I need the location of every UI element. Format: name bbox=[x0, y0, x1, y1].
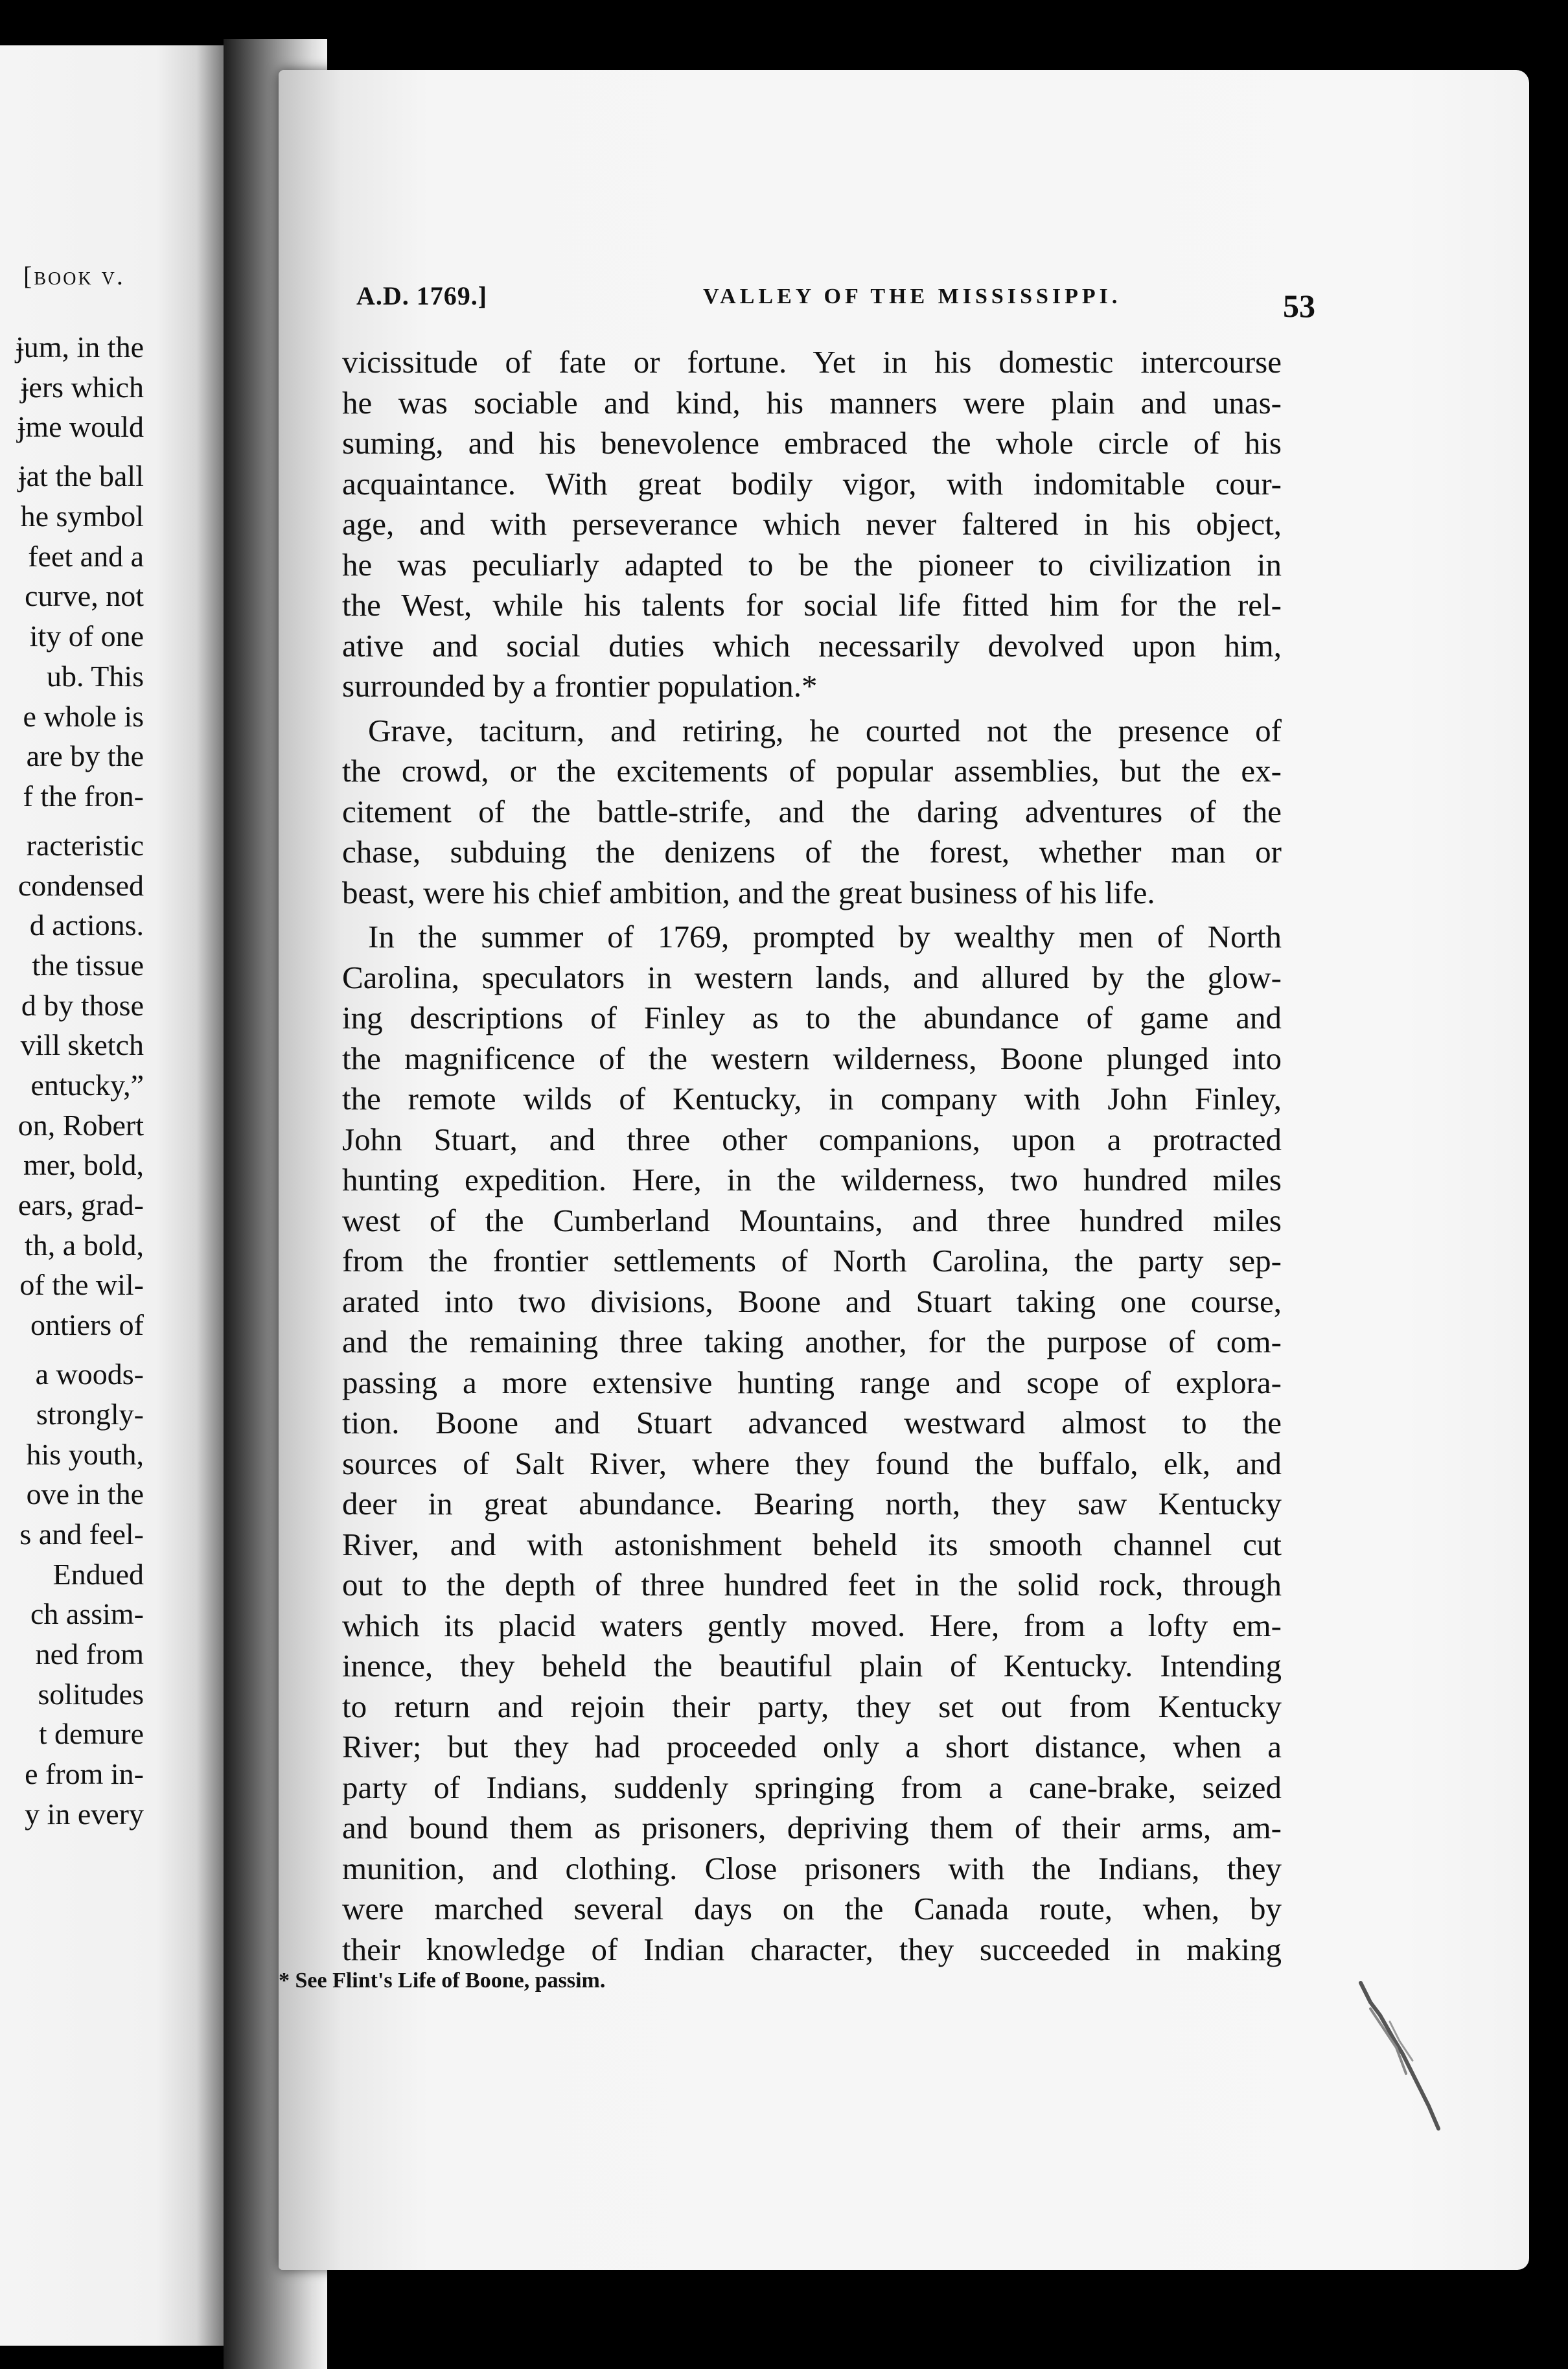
text-line: their knowledge of Indian character, they succeeded in making bbox=[342, 1931, 1282, 1967]
text-line: chase, subduing the denizens of the forest, whether man or bbox=[342, 834, 1282, 870]
text-line: River, and with astonishment beheld its smooth channel cut bbox=[342, 1526, 1282, 1562]
left-page-line: ɉme would bbox=[17, 410, 144, 444]
text-line: In the summer of 1769, prompted by wealthy men of North bbox=[368, 919, 1282, 954]
body-text bbox=[342, 342, 1282, 1970]
left-page-line: racteristic bbox=[26, 828, 144, 862]
left-page-line: y in every bbox=[25, 1797, 144, 1831]
footnote: * See Flint's Life of Boone, passim. bbox=[279, 1969, 606, 1993]
left-page-line: vill sketch bbox=[20, 1028, 144, 1062]
text-line: were marched several days on the Canada route, when, by bbox=[342, 1891, 1282, 1926]
left-page-line: ub. This bbox=[47, 659, 144, 693]
left-page-text bbox=[0, 327, 144, 1834]
left-page-line: th, a bold, bbox=[25, 1228, 144, 1262]
left-page-line: he symbol bbox=[20, 500, 144, 533]
text-line: Carolina, speculators in western lands, and allured by the glow- bbox=[342, 959, 1282, 995]
text-line: he was peculiarly adapted to be the pioneer to civilization in bbox=[342, 546, 1282, 583]
text-line: to return and rejoin their party, they set out from Kentucky bbox=[342, 1688, 1282, 1724]
text-line: John Stuart, and three other companions, upon a protracted bbox=[342, 1121, 1282, 1157]
text-line: tion. Boone and Stuart advanced westward almost to the bbox=[342, 1405, 1282, 1440]
left-page-line: curve, not bbox=[25, 579, 144, 613]
left-page-line: ch assim- bbox=[30, 1597, 144, 1631]
left-page-line: the tissue bbox=[32, 948, 144, 982]
text-line: the crowd, or the excitements of popular assemblies, but the ex- bbox=[342, 753, 1282, 789]
text-line: and bound them as prisoners, depriving them of their arms, am- bbox=[342, 1810, 1282, 1845]
left-page-line: solitudes bbox=[38, 1677, 144, 1711]
left-page-line: d actions. bbox=[29, 908, 144, 942]
left-page-line: strongly- bbox=[36, 1397, 144, 1431]
text-line: River; but they had proceeded only a short distance, when a bbox=[342, 1729, 1282, 1764]
running-head-date: A.D. 1769.] bbox=[356, 281, 488, 310]
left-page-line: ontiers of bbox=[30, 1308, 144, 1342]
left-page-line: ɉat the ball bbox=[17, 459, 144, 493]
text-line: the magnificence of the western wilderness, Boone plunged into bbox=[342, 1040, 1282, 1076]
text-line: sources of Salt River, where they found the buffalo, elk, and bbox=[342, 1445, 1282, 1481]
left-page-line: f the fron- bbox=[23, 779, 144, 813]
text-line: deer in great abundance. Bearing north, they saw Kentucky bbox=[342, 1486, 1282, 1521]
left-page-line: s and feel- bbox=[19, 1517, 144, 1551]
text-line: passing a more extensive hunting range and scope of explora- bbox=[342, 1364, 1282, 1400]
left-page-line: of the wil- bbox=[19, 1268, 144, 1302]
left-page-line: ɉers which bbox=[20, 370, 144, 404]
text-line: the West, while his talents for social life fitted him for the rel- bbox=[342, 587, 1282, 623]
page-number: 53 bbox=[1283, 288, 1315, 324]
left-page-line: e from in- bbox=[25, 1757, 144, 1790]
right-page bbox=[279, 70, 1529, 2270]
text-line: citement of the battle-strife, and the daring adventures of the bbox=[342, 793, 1282, 829]
text-line: beast, were his chief ambition, and the great business of his life. bbox=[342, 874, 1155, 910]
text-line: suming, and his benevolence embraced the whole circle of his bbox=[342, 425, 1282, 461]
left-page-line: condensed bbox=[17, 868, 144, 902]
left-page-line: feet and a bbox=[28, 539, 144, 573]
left-page-line: ned from bbox=[35, 1637, 144, 1670]
left-page-fragment bbox=[0, 45, 224, 2346]
left-page-line: ɉum, in the bbox=[15, 330, 144, 364]
left-page-line: his youth, bbox=[26, 1437, 144, 1471]
text-line: vicissitude of fate or fortune. Yet in his domestic intercourse bbox=[342, 344, 1282, 380]
text-line: the remote wilds of Kentucky, in company with John Finley, bbox=[342, 1081, 1282, 1116]
left-page-line: mer, bold, bbox=[23, 1148, 144, 1182]
left-page-line: ity of one bbox=[29, 619, 144, 653]
left-page-line: e whole is bbox=[23, 699, 144, 733]
text-line: age, and with perseverance which never faltered in his object, bbox=[342, 506, 1282, 542]
text-line: Grave, taciturn, and retiring, he courted not the presence of bbox=[368, 712, 1282, 748]
text-line: ing descriptions of Finley as to the abundance of game and bbox=[342, 1000, 1282, 1035]
text-line: arated into two divisions, Boone and Stuart taking one course, bbox=[342, 1283, 1282, 1319]
left-page-header: [book v. bbox=[23, 261, 125, 290]
text-line: and the remaining three taking another, for the purpose of com- bbox=[342, 1324, 1282, 1359]
left-page-line: Endued bbox=[52, 1557, 144, 1591]
text-line: west of the Cumberland Mountains, and three hundred miles bbox=[342, 1202, 1282, 1238]
left-page-line: on, Robert bbox=[17, 1108, 144, 1142]
running-head-title: VALLEY OF THE MISSISSIPPI. bbox=[703, 284, 1122, 308]
left-page-line: entucky,” bbox=[30, 1069, 144, 1102]
text-line: party of Indians, suddenly springing from a cane-brake, seized bbox=[342, 1769, 1282, 1805]
text-line: ative and social duties which necessarily devolved upon him, bbox=[342, 627, 1282, 664]
text-line: from the frontier settlements of North Carolina, the party sep- bbox=[342, 1243, 1282, 1278]
binding-scratch-mark bbox=[1357, 1976, 1442, 2132]
text-line: he was sociable and kind, his manners were plain and unas- bbox=[342, 384, 1282, 421]
left-page-line: ears, grad- bbox=[17, 1188, 144, 1222]
left-page-line: d by those bbox=[21, 988, 144, 1022]
text-line: munition, and clothing. Close prisoners with the Indians, they bbox=[342, 1850, 1282, 1886]
left-page-line: t demure bbox=[38, 1717, 144, 1751]
left-page-line: ove in the bbox=[26, 1477, 144, 1511]
text-line: inence, they beheld the beautiful plain of Kentucky. Intending bbox=[342, 1648, 1282, 1683]
left-page-line: are by the bbox=[26, 739, 144, 773]
text-line: acquaintance. With great bodily vigor, with indomitable cour- bbox=[342, 465, 1282, 502]
running-head bbox=[356, 281, 1523, 326]
text-line: hunting expedition. Here, in the wilderness, two hundred miles bbox=[342, 1162, 1282, 1197]
text-line: out to the depth of three hundred feet in the solid rock, through bbox=[342, 1567, 1282, 1602]
left-page-line: a woods- bbox=[35, 1358, 144, 1391]
text-line: surrounded by a frontier population.* bbox=[342, 668, 818, 704]
text-line: which its placid waters gently moved. Here, from a lofty em- bbox=[342, 1607, 1282, 1643]
